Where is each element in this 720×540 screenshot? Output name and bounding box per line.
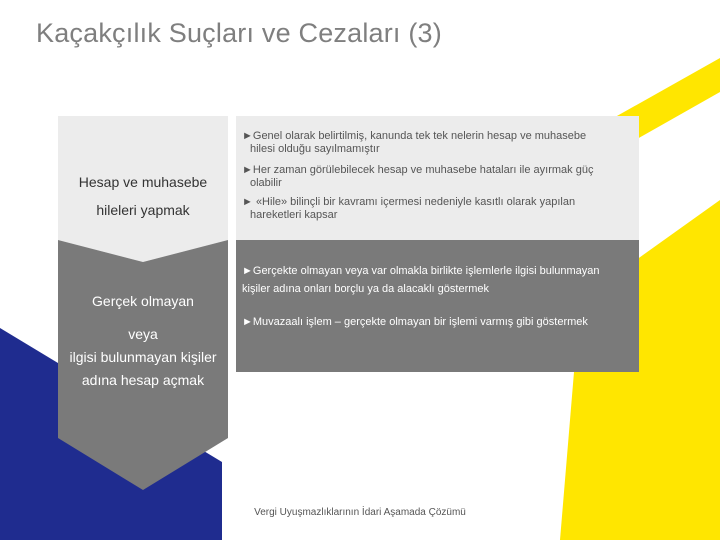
section-label-top bbox=[58, 168, 228, 224]
bullet-text: ►Muvazaalı işlem – gerçekte olmayan bir işlemi varmış gibi göstermek bbox=[242, 316, 588, 328]
bullet-item bbox=[242, 130, 634, 156]
section-label-bottom bbox=[58, 290, 228, 392]
label-line: hileleri yapmak bbox=[96, 202, 190, 218]
bullet-text: ►Genel olarak belirtilmiş, kanunda tek tek nelerin hesap ve muhasebe bbox=[242, 130, 587, 142]
label-line: ilgisi bulunmayan kişiler bbox=[69, 349, 217, 365]
bullet-text-cont: hilesi olduğu sayılmamıştır bbox=[250, 143, 380, 155]
bullet-item bbox=[242, 164, 634, 190]
details-panel-bottom bbox=[236, 240, 639, 372]
slide-footer: Vergi Uyuşmazlıklarının İdari Aşamada Çözümü bbox=[254, 507, 466, 518]
bullet-text-cont: hareketleri kapsar bbox=[250, 209, 338, 221]
label-line: Gerçek olmayan bbox=[92, 293, 194, 309]
label-line: veya bbox=[128, 326, 158, 342]
bullet-text: ►Gerçekte olmayan veya var olmakla birlikte işlemlerle ilgisi bulunmayan bbox=[242, 265, 600, 277]
slide-title: Kaçakçılık Suçları ve Cezaları (3) bbox=[36, 18, 442, 48]
label-line: Hesap ve muhasebe bbox=[78, 174, 208, 190]
bullet-item bbox=[242, 316, 634, 329]
bullet-text: ►Her zaman görülebilecek hesap ve muhasebe hataları ile ayırmak güç bbox=[242, 164, 594, 176]
bullet-item bbox=[242, 262, 634, 298]
label-line: adına hesap açmak bbox=[81, 372, 205, 388]
bullet-text-cont: kişiler adına onları borçlu ya da alacaklı göstermek bbox=[242, 283, 490, 295]
bullet-text: ► «Hile» bilinçli bir kavramı içermesi nedeniyle kasıtlı olarak yapılan bbox=[242, 196, 576, 208]
bullet-item bbox=[242, 196, 634, 222]
bullet-text-cont: olabilir bbox=[250, 177, 282, 189]
